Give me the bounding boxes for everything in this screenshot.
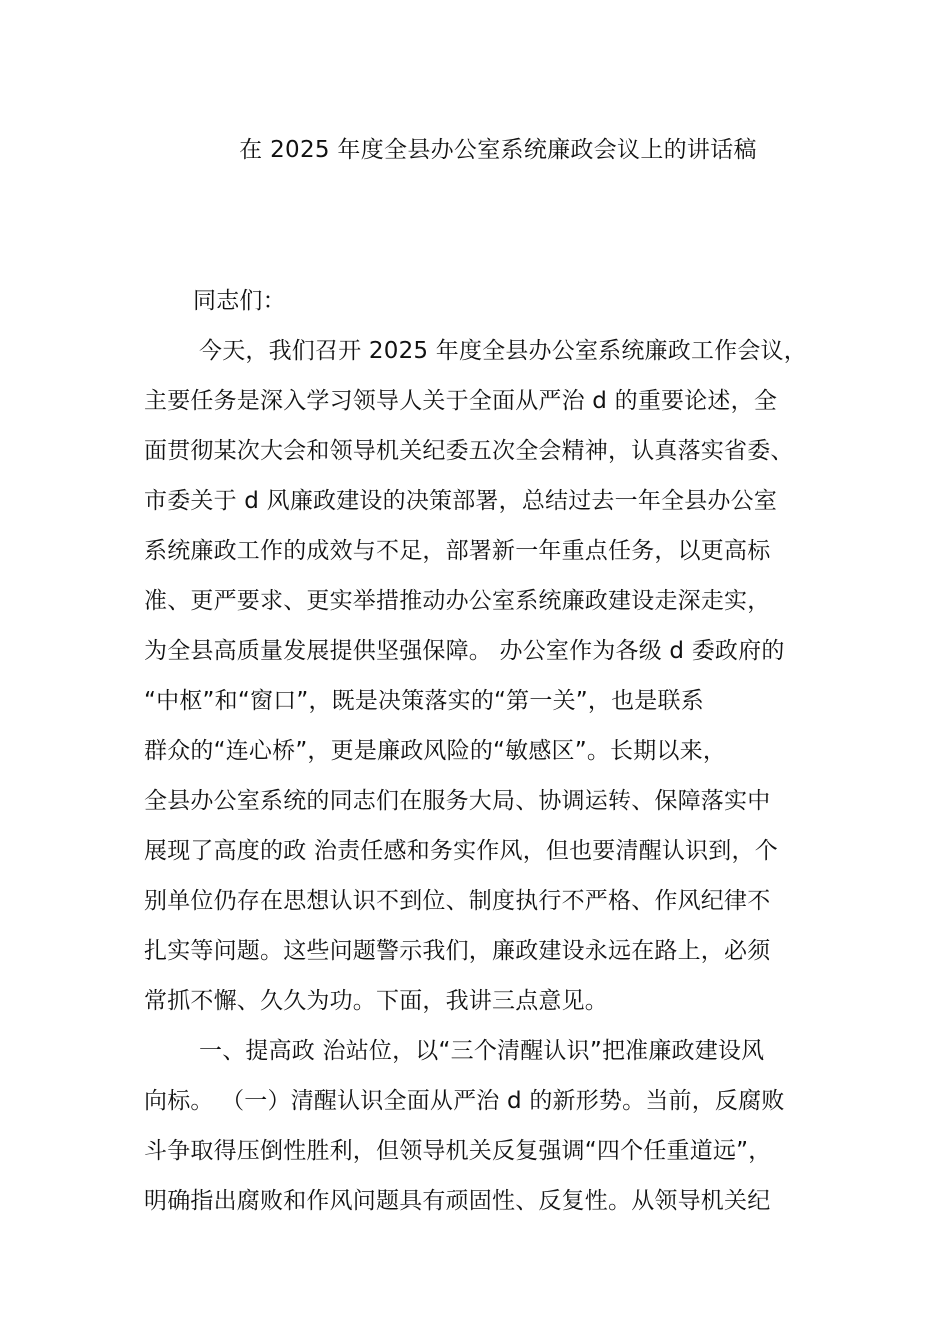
body-line: 市委关于 d 风廉政建设的决策部署，总结过去一年全县办公室 xyxy=(144,488,778,514)
section-heading-line: 一、提高政 治站位，以“三个清醒认识”把准廉政建设风 xyxy=(199,1038,765,1064)
body-line: 群众的“连心桥”，更是廉政风险的“敏感区”。长期以来， xyxy=(144,738,727,764)
body-line: “中枢”和“窗口”，既是决策落实的“第一关”，也是联系 xyxy=(144,688,704,714)
body-line: 主要任务是深入学习领导人关于全面从严治 d 的重要论述，全 xyxy=(144,388,778,414)
body-line: 向标。 （一）清醒认识全面从严治 d 的新形势。当前，反腐败 xyxy=(144,1088,785,1114)
body-line: 明确指出腐败和作风问题具有顽固性、反复性。从领导机关纪 xyxy=(144,1188,771,1214)
body-line: 扎实等问题。这些问题警示我们，廉政建设永远在路上，必须 xyxy=(144,938,771,964)
body-line: 常抓不懈、久久为功。下面，我讲三点意见。 xyxy=(144,988,608,1014)
body-line: 面贯彻某次大会和领导机关纪委五次全会精神，认真落实省委、 xyxy=(144,438,794,464)
salutation-line: 同志们： xyxy=(193,288,286,314)
body-line: 为全县高质量发展提供坚强保障。 办公室作为各级 d 委政府的 xyxy=(144,638,785,664)
body-line: 系统廉政工作的成效与不足，部署新一年重点任务，以更高标 xyxy=(144,538,771,564)
body-line: 别单位仍存在思想认识不到位、制度执行不严格、作风纪律不 xyxy=(144,888,771,914)
body-line: 全县办公室系统的同志们在服务大局、协调运转、保障落实中 xyxy=(144,788,771,814)
body-line: 斗争取得压倒性胜利，但领导机关反复强调“四个任重道远”， xyxy=(144,1138,772,1164)
document-title: 在 2025 年度全县办公室系统廉政会议上的讲话稿 xyxy=(239,137,757,163)
body-line: 展现了高度的政 治责任感和务实作风，但也要清醒认识到，个 xyxy=(144,838,778,864)
body-line: 今天，我们召开 2025 年度全县办公室系统廉政工作会议， xyxy=(199,338,807,364)
body-line: 准、更严要求、更实举措推动办公室系统廉政建设走深走实， xyxy=(144,588,771,614)
